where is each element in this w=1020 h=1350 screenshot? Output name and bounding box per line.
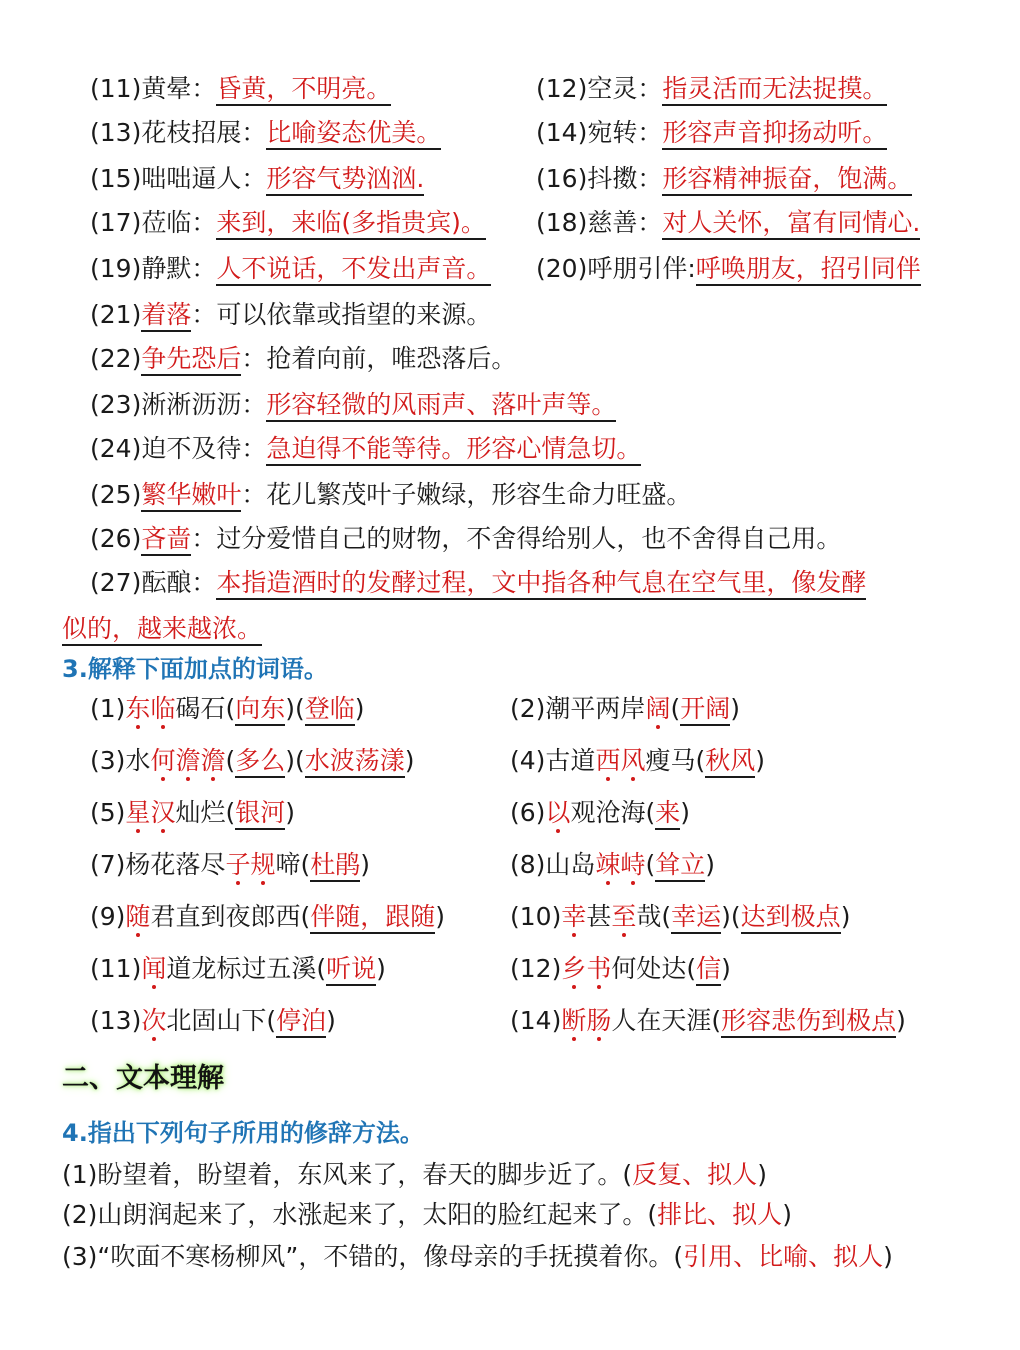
answer: 登临 [305,694,355,726]
answer: 杜鹃 [310,850,360,882]
vocab-term: 咄咄逼人 [141,164,242,193]
explain-item [510,1004,906,1038]
separator: ： [241,118,267,147]
vocab-item [536,72,887,106]
phrase-text: 瘦马( [645,746,706,775]
answer: 听说 [326,954,376,986]
dotted-char: 次 [141,1006,167,1035]
vocab-term: 迫不及待 [141,434,242,463]
phrase-text: 杨花落尽 [125,850,226,879]
vocab-item [90,388,616,422]
paren: )( [285,694,305,723]
vocab-term: 黄晕 [141,74,192,103]
separator: : [687,254,696,283]
item-number: (9) [90,902,126,931]
item-number: (3) [90,746,126,775]
answer: 秋风 [705,746,755,778]
separator: ： [191,524,217,553]
paren: )( [721,902,741,931]
item-number: (24) [90,434,142,463]
explain-item [90,900,445,934]
explain-item [510,952,731,986]
answer: 幸运 [671,902,721,934]
explain-item [90,952,386,986]
phrase-text: 道龙标过五溪( [166,954,327,983]
vocab-definition: 来到，来临(多指贵宾)。 [216,208,486,240]
vocab-item [90,342,516,376]
vocab-term: 空灵 [587,74,638,103]
dotted-char: 闻 [141,954,167,983]
explain-item [510,796,690,830]
separator: ： [637,118,663,147]
separator: ： [241,344,267,373]
dotted-char: 幸 [561,902,587,931]
item-number: (13) [90,118,142,147]
vocab-item [90,72,391,106]
paren: ) [354,694,365,723]
answer: 反复、拟人 [632,1160,758,1189]
item-number: (26) [90,524,142,553]
vocab-term: 慈善 [587,208,638,237]
answer: 耸立 [655,850,705,882]
dotted-char: 峙 [620,850,646,879]
phrase-text: 啼( [275,850,311,879]
item-number: (20) [536,254,588,283]
phrase-text: 何处达( [611,954,697,983]
vocab-item [536,206,920,240]
answer: 引用、比喻、拟人 [683,1242,884,1271]
explain-item [90,1004,336,1038]
separator: ： [637,74,663,103]
vocab-definition: 呼唤朋友，招引同伴 [696,254,921,286]
vocab-definition: 形容轻微的风雨声、落叶声等。 [266,390,616,422]
phrase-text: 人在天涯( [611,1006,722,1035]
answer: 达到极点 [741,902,841,934]
vocab-item [536,116,887,150]
dotted-char: 何 [150,746,176,775]
item-number: (1) [90,694,126,723]
item-number: (23) [90,390,142,419]
item-number: (6) [510,798,546,827]
phrase-text: 古道 [545,746,596,775]
phrase-text: 水 [125,746,151,775]
paren: )( [285,746,305,775]
vocab-definition: 形容声音抑扬动听。 [662,118,887,150]
phrase-text: 灿烂( [175,798,236,827]
dotted-char: 书 [586,954,612,983]
item-number: (14) [536,118,588,147]
phrase-text: 君直到夜郎西( [150,902,311,931]
dotted-char: 子 [225,850,251,879]
dotted-char: 风 [620,746,646,775]
item-number: (4) [510,746,546,775]
vocab-term: 繁华嫩叶 [141,480,241,512]
vocab-definition: 指灵活而无法捉摸。 [662,74,887,106]
paren: ) [376,954,386,983]
vocab-item [536,162,912,196]
dotted-char: 汉 [150,798,176,827]
paren: ) [782,1200,792,1229]
dotted-char: 澹 [175,746,201,775]
explain-item [510,692,740,726]
question-4-title: 4.指出下列句子所用的修辞方法。 [62,1119,424,1147]
item-number: (25) [90,480,142,509]
paren: ) [757,1160,767,1189]
item-number: (21) [90,300,142,329]
paren: ) [755,746,766,775]
explain-item [90,744,415,778]
vocab-definition: 昏黄，不明亮。 [216,74,391,106]
item-number: (11) [90,954,142,983]
answer: 向东 [235,694,285,726]
answer: 来 [655,798,680,830]
sentence: (2)山朗润起来了，水涨起来了，太阳的脸红起来了。( [62,1200,658,1229]
separator: ： [241,480,267,509]
sentence: (1)盼望着，盼望着，东风来了，春天的脚步近了。( [62,1160,633,1189]
item-number: (22) [90,344,142,373]
item-number: (7) [90,850,126,879]
item-number: (8) [510,850,546,879]
vocab-term: 淅淅沥沥 [141,390,242,419]
paren: ) [435,902,445,931]
vocab-definition: 形容气势汹汹. [266,164,424,196]
vocab-term: 争先恐后 [141,344,241,376]
separator: ： [191,208,217,237]
phrase-text: 甚 [586,902,612,931]
answer: 停泊 [276,1006,326,1038]
explain-item [90,796,295,830]
item-number: (2) [510,694,546,723]
rhetoric-item [62,1240,893,1274]
phrase-text: 北固山下( [166,1006,277,1035]
vocab-item [90,206,486,240]
paren: ) [721,954,731,983]
separator: ： [191,74,217,103]
rhetoric-item [62,1198,792,1232]
phrase-text: 哉( [636,902,672,931]
paren: ) [883,1242,893,1271]
vocab-item [536,252,921,286]
phrase-text: ( [670,694,681,723]
dotted-char: 竦 [595,850,621,879]
answer: 排比、拟人 [657,1200,783,1229]
phrase-text: ( [225,746,236,775]
paren: ) [285,798,295,827]
item-number: (5) [90,798,126,827]
vocab-definition: 比喻姿态优美。 [266,118,441,150]
paren: ) [705,850,716,879]
paren: ) [326,1006,336,1035]
separator: ： [637,164,663,193]
paren: ) [730,694,740,723]
vocab-item [90,116,441,150]
vocab-term: 静默 [141,254,192,283]
vocab-definition: 形容精神振奋，饱满。 [662,164,912,196]
item-number: (15) [90,164,142,193]
answer: 形容悲伤到极点 [721,1006,896,1038]
vocab-definition: 可以依靠或指望的来源。 [216,300,492,329]
vocab-term: 呼朋引伴 [587,254,688,283]
vocab-term: 吝啬 [141,524,191,556]
vocab-definition: 花儿繁茂叶子嫩绿，形容生命力旺盛。 [266,480,692,509]
phrase-text: 观沧海( [570,798,656,827]
answer: 银河 [235,798,285,830]
vocab-definition: 对人关怀，富有同情心. [662,208,920,240]
item-number: (12) [510,954,562,983]
phrase-text: 潮平两岸 [545,694,646,723]
vocab-item [90,298,491,332]
paren: ) [896,1006,906,1035]
vocab-definition: 人不说话，不发出声音。 [216,254,491,286]
sentence: (3)“吹面不寒杨柳风”，不错的，像母亲的手抚摸着你。( [62,1242,684,1271]
separator: ： [637,208,663,237]
explain-item [510,900,850,934]
explain-item [90,848,370,882]
separator: ： [241,390,267,419]
item-number: (16) [536,164,588,193]
phrase-text: ( [645,850,656,879]
dotted-char: 星 [125,798,151,827]
vocab-term: 抖擞 [587,164,638,193]
paren: ) [404,746,415,775]
vocab-term: 莅临 [141,208,192,237]
question-3-title: 3.解释下面加点的词语。 [62,655,328,683]
phrase-text: 山岛 [545,850,596,879]
vocab-term: 花枝招展 [141,118,242,147]
section-heading: 二、文本理解 [62,1063,224,1094]
vocab-definition: 抢着向前，唯恐落后。 [266,344,517,373]
answer: 伴随，跟随 [310,902,435,934]
answer: 水波荡漾 [305,746,405,778]
dotted-char: 乡 [561,954,587,983]
vocab-item [90,478,691,512]
vocab-definition: 急迫得不能等待。形容心情急切。 [266,434,641,466]
item-number: (14) [510,1006,562,1035]
vocab-term: 宛转 [587,118,638,147]
rhetoric-item [62,1158,767,1192]
item-number: (17) [90,208,142,237]
vocab-item [90,162,424,196]
item-number: (11) [90,74,142,103]
separator: ： [191,254,217,283]
separator: ： [241,434,267,463]
vocab-term: 着落 [141,300,191,332]
dotted-char: 随 [125,902,151,931]
dotted-char: 以 [545,798,571,827]
answer: 开阔 [680,694,730,726]
dotted-char: 规 [250,850,276,879]
dotted-char: 断 [561,1006,587,1035]
paren: ) [680,798,690,827]
dotted-char: 至 [611,902,637,931]
paren: ) [360,850,371,879]
dotted-char: 东 [125,694,151,723]
item-number: (13) [90,1006,142,1035]
item-number: (19) [90,254,142,283]
vocab-item [90,522,841,556]
item-number: (12) [536,74,588,103]
vocab-definition: 过分爱惜自己的财物，不舍得给别人，也不舍得自己用。 [216,524,842,553]
vocab-item [90,432,641,466]
paren: ) [840,902,851,931]
answer: 信 [696,954,721,986]
dotted-char: 西 [595,746,621,775]
item-number: (10) [510,902,562,931]
item-number: (18) [536,208,588,237]
dotted-char: 澹 [200,746,226,775]
vocab-item [90,252,491,286]
explain-item [90,692,365,726]
dotted-char: 肠 [586,1006,612,1035]
explain-item [510,744,765,778]
vocab-item-27-continued: 似的，越来越浓。 [62,612,262,646]
answer: 多么 [235,746,285,778]
separator: ： [241,164,267,193]
explain-item [510,848,715,882]
dotted-char: 阔 [645,694,671,723]
phrase-text: 碣石( [175,694,236,723]
vocab-item-27: (27)酝酿：本指造酒时的发酵过程，文中指各种气息在空气里，像发酵 [90,566,866,600]
separator: ： [191,300,217,329]
dotted-char: 临 [150,694,176,723]
